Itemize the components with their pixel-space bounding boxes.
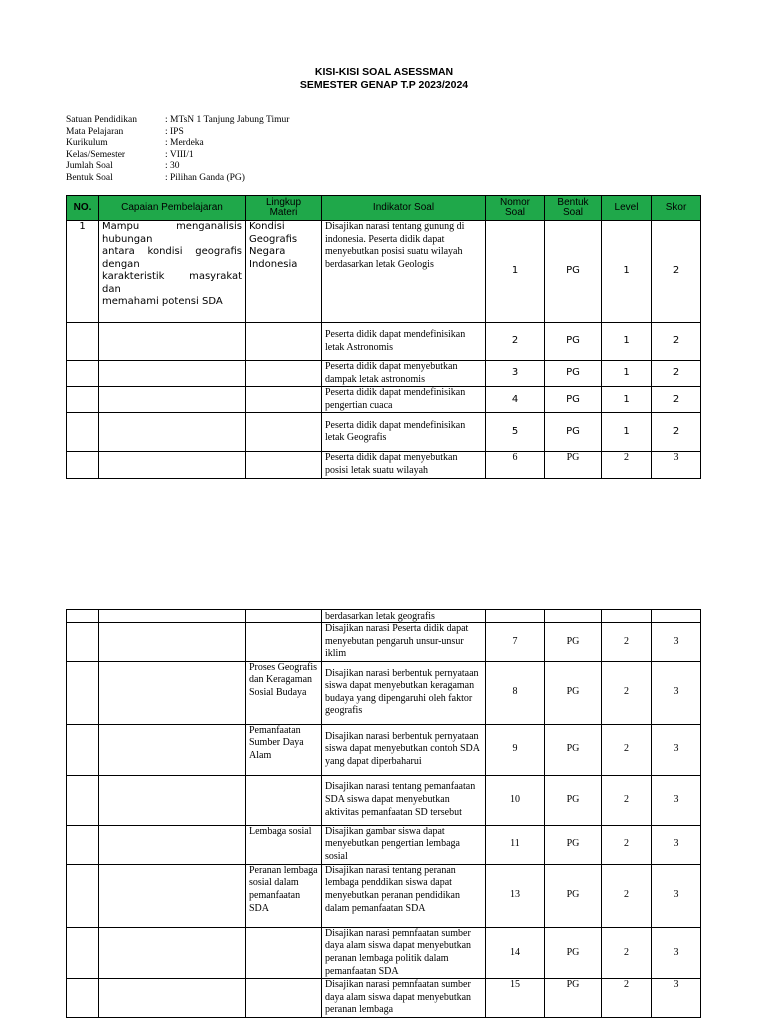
- cell-level: 2: [602, 452, 652, 478]
- capaian-line: memahami potensi SDA: [102, 296, 223, 307]
- cell-indikator: Disajikan narasi tentang peranan lembaga penddikan siswa dapat menyebutkan peranan pendidikan dalam pemanfaatan SDA: [322, 864, 486, 927]
- cell-nomor: 5: [486, 413, 545, 452]
- info-value: : Pilihan Ganda (PG): [165, 172, 245, 183]
- table-row: [67, 361, 701, 387]
- cell-bentuk: PG: [545, 323, 602, 361]
- info-label: Kelas/Semester: [66, 149, 126, 160]
- cell-skor: 3: [652, 775, 701, 825]
- info-row: [66, 138, 289, 150]
- cell-indikator: Disajikan narasi pemnfaatan sumber daya alam siswa dapat menyebutkan peranan lembaga: [322, 979, 486, 1018]
- cell-skor: 2: [652, 413, 701, 452]
- cell-lingkup: Proses Geografis dan Keragaman Sosial Budaya: [246, 661, 322, 724]
- info-label: Kurikulum: [66, 138, 108, 149]
- cell-skor: 3: [652, 864, 701, 927]
- cell-skor: 3: [652, 979, 701, 1018]
- table-row: [67, 221, 701, 323]
- cell-skor: 3: [652, 724, 701, 775]
- cell-level: 2: [602, 661, 652, 724]
- cell-bentuk: PG: [545, 864, 602, 927]
- cell-skor: 2: [652, 387, 701, 413]
- header-capaian: Capaian Pembelajaran: [99, 196, 246, 221]
- table-row: [67, 927, 701, 978]
- cell-lingkup: Lembaga sosial: [246, 825, 322, 864]
- document-title: KISI-KISI SOAL ASESSMAN: [314, 66, 454, 78]
- cell-bentuk: PG: [545, 452, 602, 478]
- cell-bentuk: PG: [545, 661, 602, 724]
- table-row: [67, 623, 701, 662]
- cell-no: 1: [67, 221, 99, 323]
- table-row: [67, 452, 701, 478]
- cell-skor: 3: [652, 927, 701, 978]
- cell-bentuk: PG: [545, 413, 602, 452]
- table-row: [67, 323, 701, 361]
- cell-indikator: Peserta didik dapat mendefinisikan letak Astronomis: [322, 323, 486, 361]
- cell-nomor: 11: [486, 825, 545, 864]
- header-indikator: Indikator Soal: [322, 196, 486, 221]
- info-label: Mata Pelajaran: [66, 126, 124, 137]
- cell-skor: 3: [652, 661, 701, 724]
- cell-indikator: Peserta didik dapat mendefinisikan letak Geografis: [322, 413, 486, 452]
- info-row: [66, 150, 289, 162]
- cell-level: 1: [602, 361, 652, 387]
- cell-level: 2: [602, 623, 652, 662]
- cell-nomor: 8: [486, 661, 545, 724]
- info-label: Bentuk Soal: [66, 172, 113, 183]
- table-row: [67, 724, 701, 775]
- cell-nomor: 15: [486, 979, 545, 1018]
- info-value: : VIII/1: [165, 149, 194, 160]
- cell-indikator: Disajikan narasi tentang gunung di indonesia. Peserta didik dapat menyebutkan posisi suatu wilayah berdasarkan letak Geologis: [322, 221, 486, 323]
- cell-nomor: 9: [486, 724, 545, 775]
- cell-nomor: 10: [486, 775, 545, 825]
- info-row: [66, 127, 289, 139]
- cell-nomor: 1: [486, 221, 545, 323]
- header-no: NO.: [67, 196, 99, 221]
- cell-indikator: Peserta didik dapat mendefinisikan pengertian cuaca: [322, 387, 486, 413]
- cell-indikator: Disajikan narasi tentang pemanfaatan SDA siswa dapat menyebutkan aktivitas pemanfaatan SD tersebut: [322, 775, 486, 825]
- cell-bentuk: PG: [545, 927, 602, 978]
- table-row: [67, 825, 701, 864]
- cell-indikator: berdasarkan letak geografis: [322, 610, 486, 623]
- table-row: [67, 661, 701, 724]
- info-value: : 30: [165, 161, 180, 172]
- identity-block: [66, 115, 289, 185]
- document-subtitle: SEMESTER GENAP T.P 2023/2024: [299, 79, 469, 91]
- info-label: Satuan Pendidikan: [66, 115, 137, 125]
- cell-skor: 2: [652, 323, 701, 361]
- cell-skor: 3: [652, 825, 701, 864]
- cell-level: 2: [602, 864, 652, 927]
- cell-level: 1: [602, 413, 652, 452]
- cell-lingkup: Kondisi Geografis Negara Indonesia: [246, 221, 322, 323]
- info-value: : IPS: [165, 126, 184, 137]
- cell-bentuk: PG: [545, 387, 602, 413]
- cell-indikator: Peserta didik dapat menyebutkan dampak letak astronomis: [322, 361, 486, 387]
- info-row: [66, 115, 289, 127]
- cell-level: 1: [602, 221, 652, 323]
- info-value: : MTsN 1 Tanjung Jabung Timur: [165, 115, 290, 125]
- cell-nomor: 14: [486, 927, 545, 978]
- cell-bentuk: PG: [545, 724, 602, 775]
- cell-level: 2: [602, 775, 652, 825]
- cell-level: 2: [602, 825, 652, 864]
- capaian-line: karakteristik masyrakat: [102, 271, 242, 282]
- cell-skor: 2: [652, 221, 701, 323]
- cell-indikator: Disajikan gambar siswa dapat menyebutkan pengertian lembaga sosial: [322, 825, 486, 864]
- cell-bentuk: PG: [545, 623, 602, 662]
- cell-indikator: Disajikan narasi Peserta didik dapat menyebutan pengaruh unsur-unsur iklim: [322, 623, 486, 662]
- cell-indikator: Peserta didik dapat menyebutkan posisi letak suatu wilayah: [322, 452, 486, 478]
- cell-nomor: 6: [486, 452, 545, 478]
- capaian-line: dengan: [102, 258, 140, 270]
- cell-skor: 2: [652, 361, 701, 387]
- table-row: [67, 610, 701, 623]
- info-row: [66, 161, 289, 173]
- cell-level: 2: [602, 979, 652, 1018]
- cell-indikator: Disajikan narasi pemnfaatan sumber daya alam siswa dapat menyebutkan peranan lembaga politik dalam pemanfaatan SDA: [322, 927, 486, 978]
- cell-skor: 3: [652, 623, 701, 662]
- cell-lingkup: Pemanfaatan Sumber Daya Alam: [246, 724, 322, 775]
- cell-bentuk: PG: [545, 979, 602, 1018]
- header-bentuk: Bentuk Soal: [545, 196, 602, 221]
- capaian-line: hubungan: [102, 233, 153, 245]
- table-row: [67, 387, 701, 413]
- cell-nomor: 4: [486, 387, 545, 413]
- cell-nomor: 7: [486, 623, 545, 662]
- header-nomor: Nomor Soal: [486, 196, 545, 221]
- capaian-line: dan: [102, 283, 121, 295]
- info-row: [66, 173, 289, 185]
- header-level: Level: [602, 196, 652, 221]
- capaian-line: antara kondisi geografis: [102, 246, 242, 257]
- cell-level: 2: [602, 927, 652, 978]
- cell-bentuk: PG: [545, 825, 602, 864]
- cell-nomor: 2: [486, 323, 545, 361]
- cell-level: 2: [602, 724, 652, 775]
- cell-indikator: Disajikan narasi berbentuk pernyataan siswa dapat menyebutkan keragaman budaya yang dipengaruhi oleh faktor geografis: [322, 661, 486, 724]
- table-row: [67, 864, 701, 927]
- cell-bentuk: PG: [545, 221, 602, 323]
- info-label: Jumlah Soal: [66, 161, 113, 172]
- table-header-row: [67, 196, 701, 221]
- table-row: [67, 775, 701, 825]
- capaian-line: Mampu menganalisis: [102, 221, 242, 232]
- cell-lingkup: Peranan lembaga sosial dalam pemanfaatan SDA: [246, 864, 322, 927]
- kisi-table-page2: [66, 609, 701, 1018]
- cell-skor: 3: [652, 452, 701, 478]
- header-lingkup: Lingkup Materi: [246, 196, 322, 221]
- cell-capaian: [99, 221, 246, 323]
- kisi-table-page1: [66, 195, 701, 479]
- cell-nomor: 13: [486, 864, 545, 927]
- cell-level: 1: [602, 387, 652, 413]
- table-row: [67, 413, 701, 452]
- cell-bentuk: PG: [545, 775, 602, 825]
- header-skor: Skor: [652, 196, 701, 221]
- table-row: [67, 979, 701, 1018]
- cell-nomor: 3: [486, 361, 545, 387]
- info-value: : Merdeka: [165, 138, 204, 149]
- cell-indikator: Disajikan narasi berbentuk pernyataan siswa dapat menyebutkan contoh SDA yang dapat diperbaharui: [322, 724, 486, 775]
- cell-level: 1: [602, 323, 652, 361]
- cell-bentuk: PG: [545, 361, 602, 387]
